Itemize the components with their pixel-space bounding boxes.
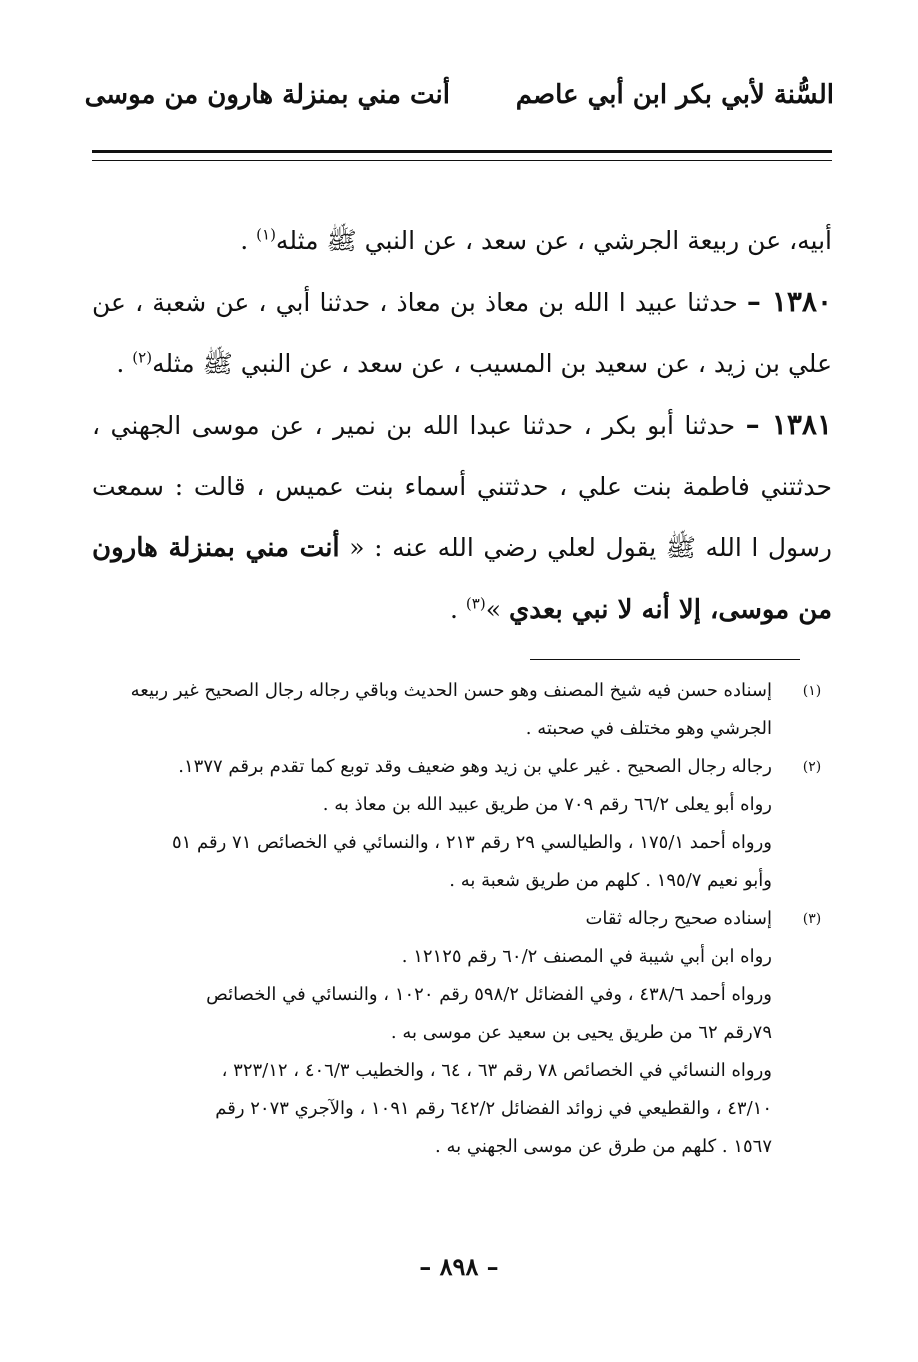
footnote-separator — [530, 659, 800, 660]
footnote-line: ١٥٦٧ . كلهم من طرق عن موسى الجهني به . — [435, 1136, 772, 1157]
footnote-line: وأبو نعيم ١٩٥/٧ . كلهم من طريق شعبة به . — [449, 870, 772, 891]
footnote-line: ٧٩رقم ٦٢ من طريق يحيى بن سعيد عن موسى به . — [390, 1022, 772, 1043]
hadith-text: حدثنا عبيد ا الله بن معاذ بن معاذ ، حدثنا أبي ، عن شعبة ، عن علي بن زيد ، عن سعيد بن المسيب ، عن سعد ، عن النبي ﷺ مثله — [92, 288, 832, 378]
footnote-number: (٣) — [802, 911, 822, 927]
hadith-number: ١٣٨١ – — [745, 408, 832, 441]
footnote-ref-2: (٢) — [132, 348, 153, 367]
paragraph-continuation — [92, 210, 832, 271]
hadith-number: ١٣٨٠ – — [746, 285, 832, 318]
footnote-line: ورواه النسائي في الخصائص ٧٨ رقم ٦٣ ، ٦٤ ، والخطيب ٤٠٦/٣ ، ٣٢٣/١٢ ، — [221, 1060, 772, 1081]
footnote-number: (٢) — [802, 759, 822, 775]
footnote-line: ورواه أحمد ١٧٥/١ ، والطيالسي ٢٩ رقم ٢١٣ ، والنسائي في الخصائص ٧١ رقم ٥١ — [171, 832, 772, 853]
hadith-end: . — [450, 595, 466, 624]
footnote-line: ورواه أحمد ٤٣٨/٦ ، وفي الفضائل ٥٩٨/٢ رقم ١٠٢٠ ، والنسائي في الخصائص — [206, 984, 772, 1005]
running-header-chapter-title: أنت مني بمنزلة هارون من موسى — [84, 80, 450, 110]
footnote-line: ٤٣/١٠ ، والقطيعي في زوائد الفضائل ٦٤٢/٢ رقم ١٠٩١ ، والآجري ٢٠٧٣ رقم — [215, 1098, 772, 1119]
footnote-line: رواه ابن أبي شيبة في المصنف ٦٠/٢ رقم ١٢١٢٥ . — [401, 946, 772, 967]
footnote-line: إسناده صحيح رجاله ثقات — [585, 908, 772, 929]
footnote-2 — [92, 748, 832, 900]
footnote-line: رجاله رجال الصحيح . غير علي بن زيد وهو ضعيف وقد توبع كما تقدم برقم ١٣٧٧. — [178, 756, 772, 777]
footnotes — [92, 672, 832, 1166]
footnote-line: الجرشي وهو مختلف في صحبته . — [525, 718, 772, 739]
paragraph-text: أبيه، عن ربيعة الجرشي ، عن سعد ، عن النبي ﷺ مثله — [275, 226, 832, 255]
footnote-line: رواه أبو يعلى ٦٦/٢ رقم ٧٠٩ من طريق عبيد الله بن معاذ به . — [322, 794, 772, 815]
hadith-1381 — [92, 394, 832, 641]
hadith-matn-bold: أنت مني بمنزلة هارون من موسى، إلا أنه لا نبي بعدي — [92, 533, 832, 625]
quote-close: » — [485, 595, 509, 624]
page-number: – ٨٩٨ – — [419, 1252, 499, 1281]
paragraph-end: . — [240, 226, 257, 255]
footnote-ref-1: (١) — [256, 225, 276, 244]
hadith-1380 — [92, 271, 832, 394]
footnote-3 — [92, 900, 832, 1166]
footnote-number: (١) — [802, 683, 822, 699]
footnote-ref-3: (٣) — [465, 594, 486, 613]
hadith-end: . — [116, 349, 133, 378]
header-rule-thin — [92, 160, 832, 161]
running-header-book-title: السُّنة لأبي بكر ابن أبي عاصم — [515, 80, 834, 110]
footnote-1 — [92, 672, 832, 748]
main-text — [92, 210, 832, 641]
header-rule-thick — [92, 150, 832, 153]
hadith-text: حدثنا أبو بكر ، حدثنا عبدا الله بن نمير ، عن موسى الجهني ، حدثتني فاطمة بنت علي ، حدثتني أسماء بنت عميس ، قالت : سمعت رسول ا الله ﷺ يقول لعلي رضي الله عنه : « — [92, 411, 832, 562]
footnote-line: إسناده حسن فيه شيخ المصنف وهو حسن الحديث وباقي رجاله رجال الصحيح غير ربيعه — [130, 680, 772, 701]
